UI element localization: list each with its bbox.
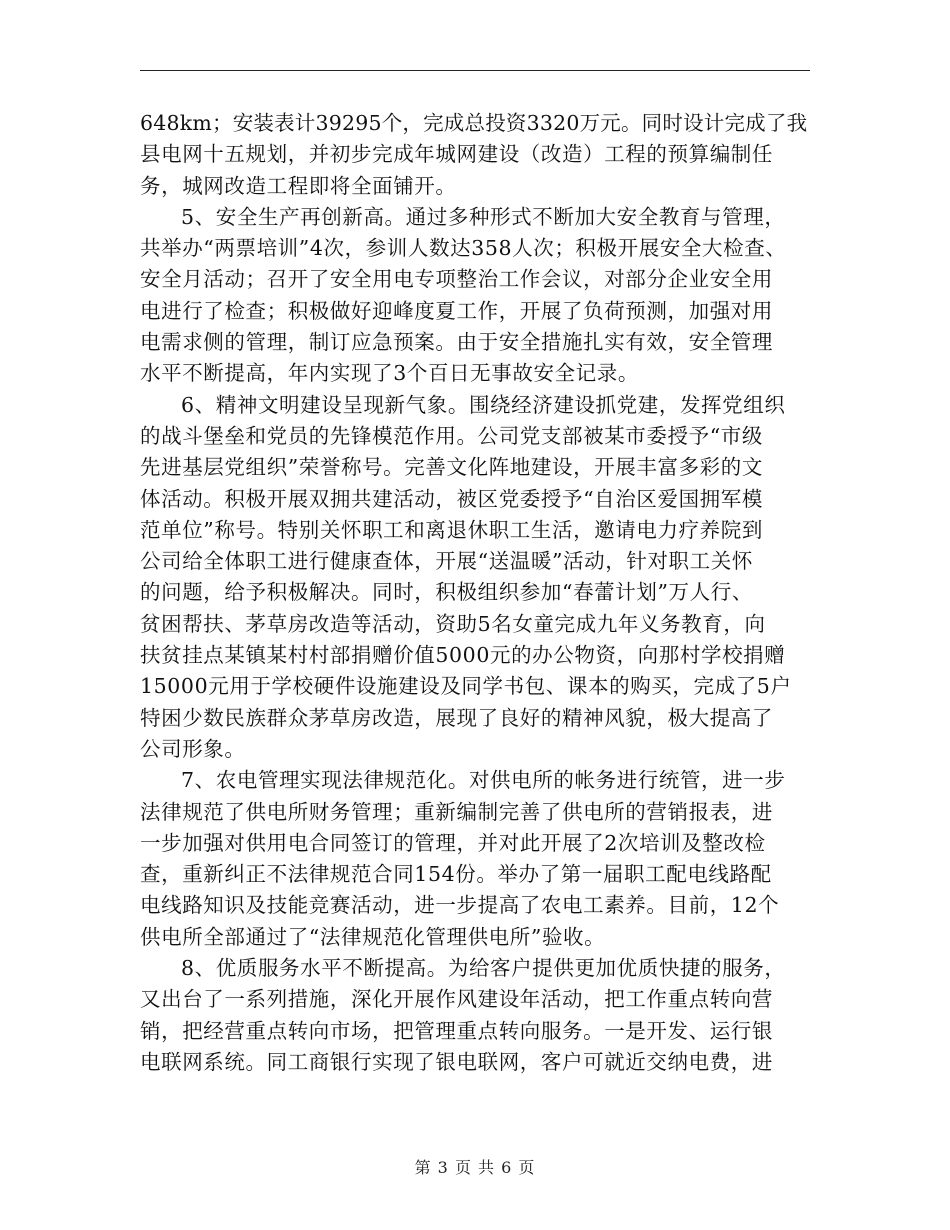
text-line: 电联网系统。同工商银行实现了银电联网，客户可就近交纳电费，进 <box>140 1049 773 1074</box>
text-line: 的战斗堡垒和党员的先锋模范作用。公司党支部被某市委授予“市级 <box>140 423 763 448</box>
text-line: 又出台了一系列措施，深化开展作风建设年活动，把工作重点转向营 <box>140 987 773 1012</box>
text-line: 安全月活动；召开了安全用电专项整治工作会议，对部分企业安全用 <box>140 267 773 292</box>
page-number: 第 3 页 共 6 页 <box>414 1158 536 1177</box>
text-line: 法律规范了供电所财务管理；重新编制完善了供电所的营销报表，进 <box>140 799 773 824</box>
paragraph-first-line: 6、精神文明建设呈现新气象。围绕经济建设抓党建，发挥党组织 <box>181 392 786 417</box>
text-line: 先进基层党组织”荣誉称号。完善文化阵地建设，开展丰富多彩的文 <box>140 455 763 480</box>
text-line: 特困少数民族群众茅草房改造，展现了良好的精神风貌，极大提高了 <box>140 705 773 730</box>
paragraph-first-line: 5、安全生产再创新高。通过多种形式不断加大安全教育与管理， <box>181 204 786 229</box>
text-line: 县电网十五规划，并初步完成年城网建设（改造）工程的预算编制任 <box>140 142 773 167</box>
text-line: 公司形象。 <box>140 736 246 761</box>
paragraph-first-line: 8、优质服务水平不断提高。为给客户提供更加优质快捷的服务， <box>181 956 786 981</box>
text-line: 范单位”称号。特别关怀职工和离退休职工生活，邀请电力疗养院到 <box>140 517 763 542</box>
text-line: 查，重新纠正不法律规范合同154份。举办了第一届职工配电线路配 <box>140 862 772 887</box>
header-rule <box>140 70 810 71</box>
text-line: 务，城网改造工程即将全面铺开。 <box>140 173 457 198</box>
text-line: 15000元用于学校硬件设施建设及同学书包、课本的购买，完成了5户 <box>140 674 792 699</box>
text-line: 扶贫挂点某镇某村村部捐赠价值5000元的办公物资，向那村学校捐赠 <box>140 643 786 668</box>
document-body <box>140 108 810 1078</box>
text-line: 电需求侧的管理，制订应急预案。由于安全措施扎实有效，安全管理 <box>140 330 773 355</box>
text-line: 共举办“两票培训”4次，参训人数达358人次；积极开展安全大检查、 <box>140 236 787 261</box>
text-line: 电线路知识及技能竞赛活动，进一步提高了农电工素养。目前，12个 <box>140 893 780 918</box>
text-line: 的问题，给予积极解决。同时，积极组织参加“春蕾计划”万人行、 <box>140 580 753 605</box>
paragraph-first-line: 7、农电管理实现法律规范化。对供电所的帐务进行统管，进一步 <box>181 768 786 793</box>
text-line: 电进行了检查；积极做好迎峰度夏工作，开展了负荷预测，加强对用 <box>140 298 773 323</box>
text-line: 销，把经营重点转向市场，把管理重点转向服务。一是开发、运行银 <box>140 1018 773 1043</box>
text-line: 供电所全部通过了“法律规范化管理供电所”验收。 <box>140 924 606 949</box>
text-line: 公司给全体职工进行健康查体，开展“送温暖”活动，针对职工关怀 <box>140 549 753 574</box>
text-line: 水平不断提高，年内实现了3个百日无事故安全记录。 <box>140 361 639 386</box>
text-line: 贫困帮扶、茅草房改造等活动，资助5名女童完成九年义务教育，向 <box>140 611 766 636</box>
text-line: 648km；安装表计39295个，完成总投资3320万元。同时设计完成了我 <box>140 111 808 135</box>
text-line: 体活动。积极开展双拥共建活动，被区党委授予“自治区爱国拥军模 <box>140 486 763 511</box>
text-line: 一步加强对供用电合同签订的管理，并对此开展了2次培训及整改检 <box>140 830 766 855</box>
